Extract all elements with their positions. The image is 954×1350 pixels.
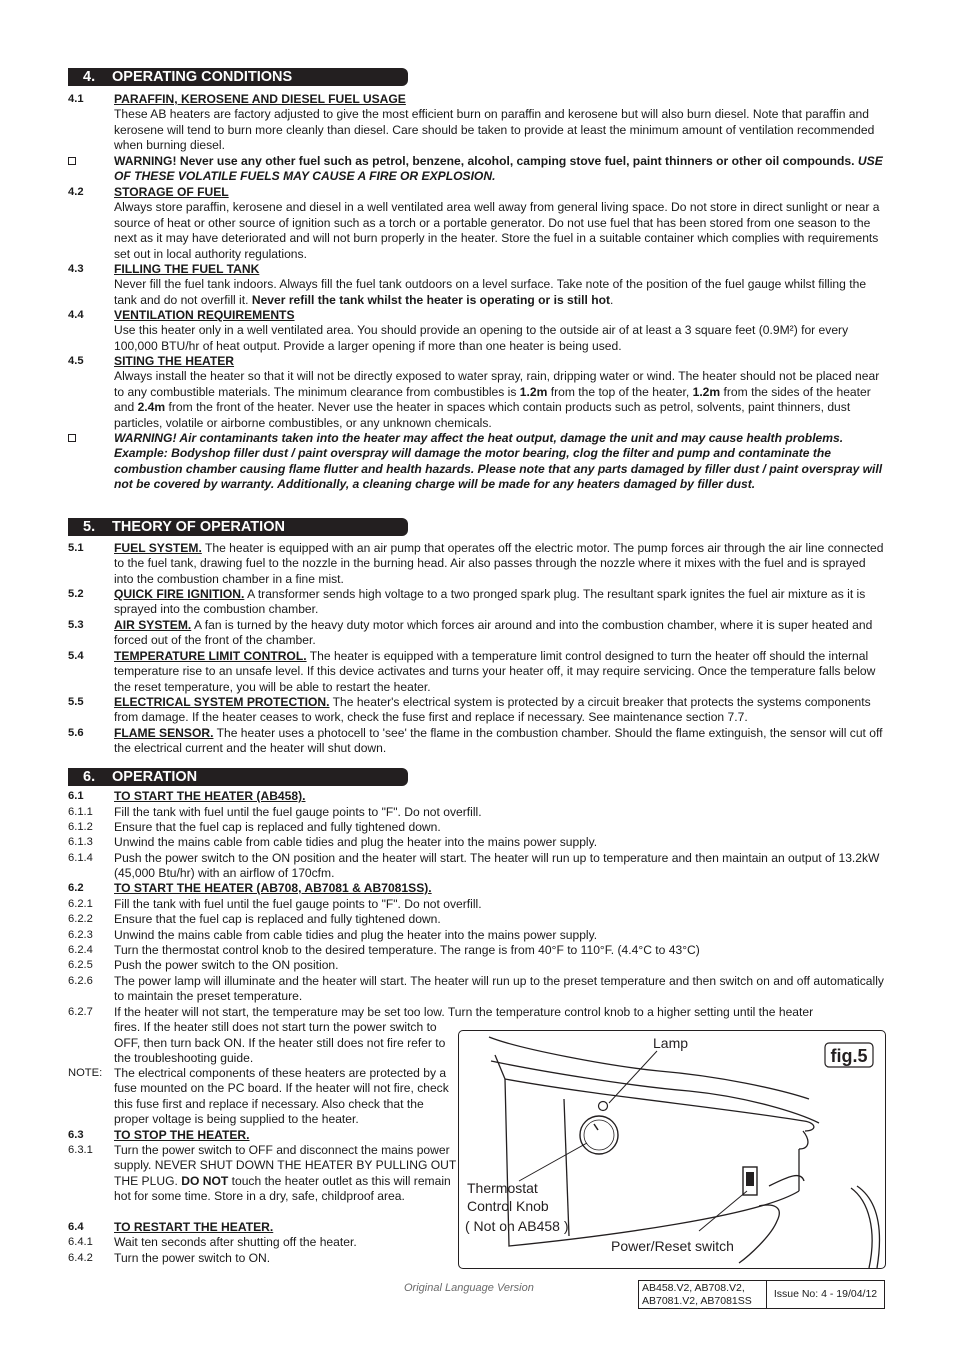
item-body: from the sides of the heater and — [114, 384, 871, 415]
footer-models — [639, 1281, 767, 1308]
footer-models-line2: AB7081.V2, AB7081SS — [642, 1295, 752, 1307]
item-body: Never fill the fuel tank indoors. Always fill the fuel tank outdoors on a level surface. Take note of the position of the fuel gauge whilst filling the tank and do not overfill it. — [114, 277, 867, 307]
item-number: 6.2.5 — [68, 959, 93, 971]
footer-models-line1: AB458.V2, AB708.V2, — [642, 1282, 745, 1294]
item-4-1 — [68, 92, 888, 154]
item-number: 6.4 — [68, 1221, 84, 1233]
item-heading: VENTILATION REQUIREMENTS — [114, 308, 295, 322]
note-label: NOTE: — [68, 1067, 103, 1079]
section-title: OPERATION — [112, 769, 198, 785]
item-number: 4.2 — [68, 186, 84, 198]
section-number: 6. — [83, 769, 96, 785]
item-bold-warning: Never refill the tank whilst the heater is operating or is still hot — [251, 292, 611, 307]
item-body: These AB heaters are factory adjusted to give the most efficient burn on paraffin and kerosene but will also burn diesel. Note that paraffin and kerosene will tend to burn more cleanly than diesel. Care should be taken to provide at least the minimum amount of ventilation recommended when burning diesel. — [114, 107, 875, 153]
label-not-on-ab458: ( Not on AB458 ) — [465, 1218, 569, 1234]
item-body-continued: fires. If the heater still does not start turn the power switch to OFF, then turn back ON. If the heater still does not fire refer to the troubleshooting guide. — [114, 1020, 446, 1066]
lamp-icon — [599, 1102, 608, 1111]
item-body: The power lamp will illuminate and the heater will start. The heater will run up to the preset temperature and then switch on and off automatically to maintain the preset temperature. — [114, 974, 884, 1004]
item-number: 6.3.1 — [68, 1144, 93, 1156]
checkbox-icon — [68, 431, 76, 447]
item-6-2-1 — [68, 897, 888, 912]
item-6-1-3 — [68, 835, 888, 850]
item-number: 6.2.6 — [68, 975, 93, 987]
item-body: from the front of the heater. Never use the heater in spaces which contain products such as petrol, solvents, paint thinners, dust particles, volatile or airborne combustibles, or any unknown chemicals. — [114, 400, 851, 430]
item-number: 5.1 — [68, 542, 84, 554]
item-body: Turn the power switch to ON. — [114, 1251, 271, 1265]
item-6-2 — [68, 881, 888, 896]
item-6-1 — [68, 789, 888, 804]
item-body: The heater is equipped with an air pump that operates off the electric motor. The pump forces air through the air line connected to the fuel tank, drawing fuel to the nozzle in the burning head. Air also passes through the nozzle where it mixes with the fuel and is sprayed into the combustion chamber in a fine mist. — [114, 541, 884, 586]
item-body: Ensure that the fuel cap is replaced and fully tightened down. — [114, 912, 441, 926]
item-body: Push the power switch to the ON position and the heater will start. The heater will run up to temperature and then maintain an output of 13.2kW (45,000 Btu/hr) with an airflow of 170cfm. — [114, 851, 880, 881]
item-number: 6.1.4 — [68, 852, 93, 864]
footer-language: Original Language Version — [404, 1282, 534, 1294]
item-5-4 — [68, 649, 888, 695]
item-body: Ensure that the fuel cap is replaced and fully tightened down. — [114, 820, 441, 834]
item-5-3 — [68, 618, 888, 649]
item-4-3 — [68, 262, 888, 308]
section-header-4 — [68, 68, 408, 86]
item-heading: TO START THE HEATER (AB458). — [114, 789, 306, 803]
warning-emphasis: USE OF THESE VOLATILE FUELS MAY CAUSE A FIRE OR EXPLOSION. — [114, 154, 883, 184]
item-number: 6.1.2 — [68, 821, 93, 833]
section-title: OPERATING CONDITIONS — [112, 69, 293, 85]
item-body: A fan is turned by the heavy duty motor which forces air around and into the combustion chamber, where it is super heated and forced out of the front of the chamber. — [114, 618, 873, 648]
item-heading: TEMPERATURE LIMIT CONTROL. — [114, 649, 307, 663]
item-number: 6.1.3 — [68, 836, 93, 848]
item-body: Wait ten seconds after shutting off the heater. — [114, 1235, 357, 1249]
item-number: 6.1.1 — [68, 806, 93, 818]
clearance-front: 2.4m — [137, 400, 166, 415]
heater-illustration — [459, 1031, 885, 1268]
item-number: 4.3 — [68, 263, 84, 275]
item-6-1-1 — [68, 805, 888, 820]
item-body: The heater uses a photocell to 'see' the flame in the combustion chamber. Should the flame extinguish, the sensor will cut off the electrical current and the heater will shut down. — [114, 726, 883, 756]
item-number: 6.2 — [68, 882, 84, 894]
item-number: 6.1 — [68, 790, 84, 802]
item-body: Unwind the mains cable from cable tidies and plug the heater into the mains power supply. — [114, 835, 598, 849]
item-heading: STORAGE OF FUEL — [114, 185, 229, 199]
label-power-switch: Power/Reset switch — [611, 1238, 734, 1254]
item-5-2 — [68, 587, 888, 618]
item-number: 5.5 — [68, 696, 84, 708]
item-6-2-4 — [68, 943, 888, 958]
item-body: Push the power switch to the ON position. — [114, 958, 339, 972]
footer-info-box — [638, 1280, 885, 1309]
item-number: 6.2.1 — [68, 898, 93, 910]
item-4-4 — [68, 308, 888, 354]
item-heading: QUICK FIRE IGNITION. — [114, 587, 245, 601]
figure-label: fig.5 — [830, 1046, 868, 1066]
item-number: 6.4.1 — [68, 1236, 93, 1248]
item-body: The heater's electrical system is protected by a circuit breaker that protects the systems components from damage. If the heater ceases to work, check the fuse first and replace if necessary. See maintenance section 7.7. — [114, 695, 871, 725]
item-body: Fill the tank with fuel until the fuel gauge points to "F". Do not overfill. — [114, 897, 482, 911]
item-body: from the top of the heater, — [550, 384, 690, 399]
item-heading: TO START THE HEATER (AB708, AB7081 & AB7081SS). — [114, 881, 432, 895]
warning-text: WARNING! Air contaminants taken into the heater may affect the heat output, damage the unit and may cause health problems. Example: Bodyshop filler dust / paint overspray will damage the motor bearing, clog the filter and pump and contaminate the combustion chamber causing flame flutter and health hazards. Please note that any parts damaged by filler dust / paint overspray will not be covered by warranty. Additionally, a cleaning charge will be made for any heaters damaged by filler dust. — [114, 431, 883, 492]
section-number: 5. — [83, 519, 96, 535]
label-thermostat: Thermostat — [467, 1180, 538, 1196]
item-6-1-2 — [68, 820, 888, 835]
item-5-5 — [68, 695, 888, 726]
item-body: touch the heater outlet as this will remain hot for some time. Store in a dry, safe, childproof area. — [114, 1173, 451, 1204]
item-body: Turn the power switch to OFF and disconnect the mains power supply. NEVER SHUT DOWN THE HEATER BY PULLING OUT THE PLUG. — [114, 1143, 457, 1188]
thermostat-knob-icon — [580, 1116, 618, 1154]
item-6-2-5 — [68, 958, 888, 973]
item-body: Always install the heater so that it will not be directly exposed to water spray, rain, dripping water or wind. The heater should not be placed near to any combustible materials. The minimum clearance from combustibles is — [114, 369, 880, 399]
item-number: 4.1 — [68, 93, 84, 105]
item-5-1 — [68, 541, 888, 587]
item-4-2 — [68, 185, 888, 262]
section-number: 4. — [83, 69, 96, 85]
item-body: The heater is equipped with a temperature limit control designed to turn the heater off should the internal temperature rise to an unsafe level. If this device activates and turns your heater off, it may require servicing. Once the temperature falls below the reset temperature, you will be able to restart the heater. — [114, 649, 876, 694]
item-number: 5.3 — [68, 619, 84, 631]
item-number: 4.5 — [68, 355, 84, 367]
warning-contaminants — [68, 431, 888, 493]
item-heading: TO STOP THE HEATER. — [114, 1128, 250, 1142]
item-heading: FILLING THE FUEL TANK — [114, 262, 260, 276]
item-body: Fill the tank with fuel until the fuel gauge points to "F". Do not overfill. — [114, 805, 482, 819]
item-body: A transformer sends high voltage to a two pronged spark plug. The resultant spark ignites the fuel air mixture as it is sprayed into the combustion chamber. — [114, 587, 866, 617]
item-6-2-6 — [68, 974, 888, 1005]
warning-text: WARNING! Never use any other fuel such as petrol, benzene, alcohol, camping stove fuel, paint thinners or other oil compounds. — [114, 154, 855, 168]
section-header-6 — [68, 768, 408, 786]
item-body: Unwind the mains cable from cable tidies and plug the heater into the mains power supply. — [114, 928, 598, 942]
item-number: 6.2.2 — [68, 913, 93, 925]
warning-fuel — [68, 154, 888, 185]
item-number: 6.2.3 — [68, 929, 93, 941]
clearance-top: 1.2m — [519, 384, 548, 399]
item-6-1-4 — [68, 851, 888, 882]
footer-issue: Issue No: 4 - 19/04/12 — [773, 1288, 878, 1300]
item-number: 5.2 — [68, 588, 84, 600]
clearance-sides: 1.2m — [692, 384, 721, 399]
item-heading: ELECTRICAL SYSTEM PROTECTION. — [114, 695, 330, 709]
item-bold: DO NOT — [181, 1173, 229, 1188]
item-body: Turn the thermostat control knob to the desired temperature. The range is from 40°F to 110°F. (4.4°C to 43°C) — [114, 943, 700, 957]
item-6-2-3 — [68, 928, 888, 943]
item-number: 6.3 — [68, 1129, 84, 1141]
item-heading: FUEL SYSTEM. — [114, 541, 202, 555]
item-6-2-2 — [68, 912, 888, 927]
item-4-5 — [68, 354, 888, 431]
section-title: THEORY OF OPERATION — [112, 519, 285, 535]
item-number: 5.6 — [68, 727, 84, 739]
punctuation: . — [610, 292, 614, 307]
item-number: 6.2.7 — [68, 1006, 93, 1018]
item-body: If the heater will not start, the temperature may be set too low. Turn the temperature control knob to a higher setting until the heater — [114, 1005, 814, 1019]
item-number: 5.4 — [68, 650, 84, 662]
item-heading: PARAFFIN, KEROSENE AND DIESEL FUEL USAGE — [114, 92, 406, 106]
item-heading: SITING THE HEATER — [114, 354, 235, 368]
label-control-knob: Control Knob — [467, 1198, 549, 1214]
item-number: 4.4 — [68, 309, 84, 321]
figure-5 — [458, 1030, 886, 1269]
item-body: Always store paraffin, kerosene and diesel in a well ventilated area well away from general living space. Do not store in direct sunlight or near a source of heat or other source of ignition such as a torch or a portable generator. Do not use fuel that has been stored from one season to the next as it may have deteriorated and will not burn properly in the heater. Store the fuel in a suitable container which complies with requirements set out in local authority regulations. — [114, 200, 880, 261]
item-heading: TO RESTART THE HEATER. — [114, 1220, 274, 1234]
checkbox-icon — [68, 154, 76, 170]
item-5-6 — [68, 726, 888, 757]
section-header-5 — [68, 518, 408, 536]
item-heading: FLAME SENSOR. — [114, 726, 214, 740]
item-heading: AIR SYSTEM. — [114, 618, 192, 632]
label-lamp: Lamp — [653, 1035, 689, 1051]
item-number: 6.2.4 — [68, 944, 93, 956]
item-number: 6.4.2 — [68, 1252, 93, 1264]
note-body: The electrical components of these heaters are protected by a fuse mounted on the PC board. If the heater will not fire, check this fuse first and replace if necessary. Also check that the proper voltage is being supplied to the heater. — [114, 1066, 449, 1127]
item-body: Use this heater only in a well ventilated area. You should provide an opening to the outside air of at least a 3 square feet (0.9M²) for every 100,000 BTU/hr of heat output. Provide a larger opening if more than one heater is being used. — [114, 323, 849, 353]
